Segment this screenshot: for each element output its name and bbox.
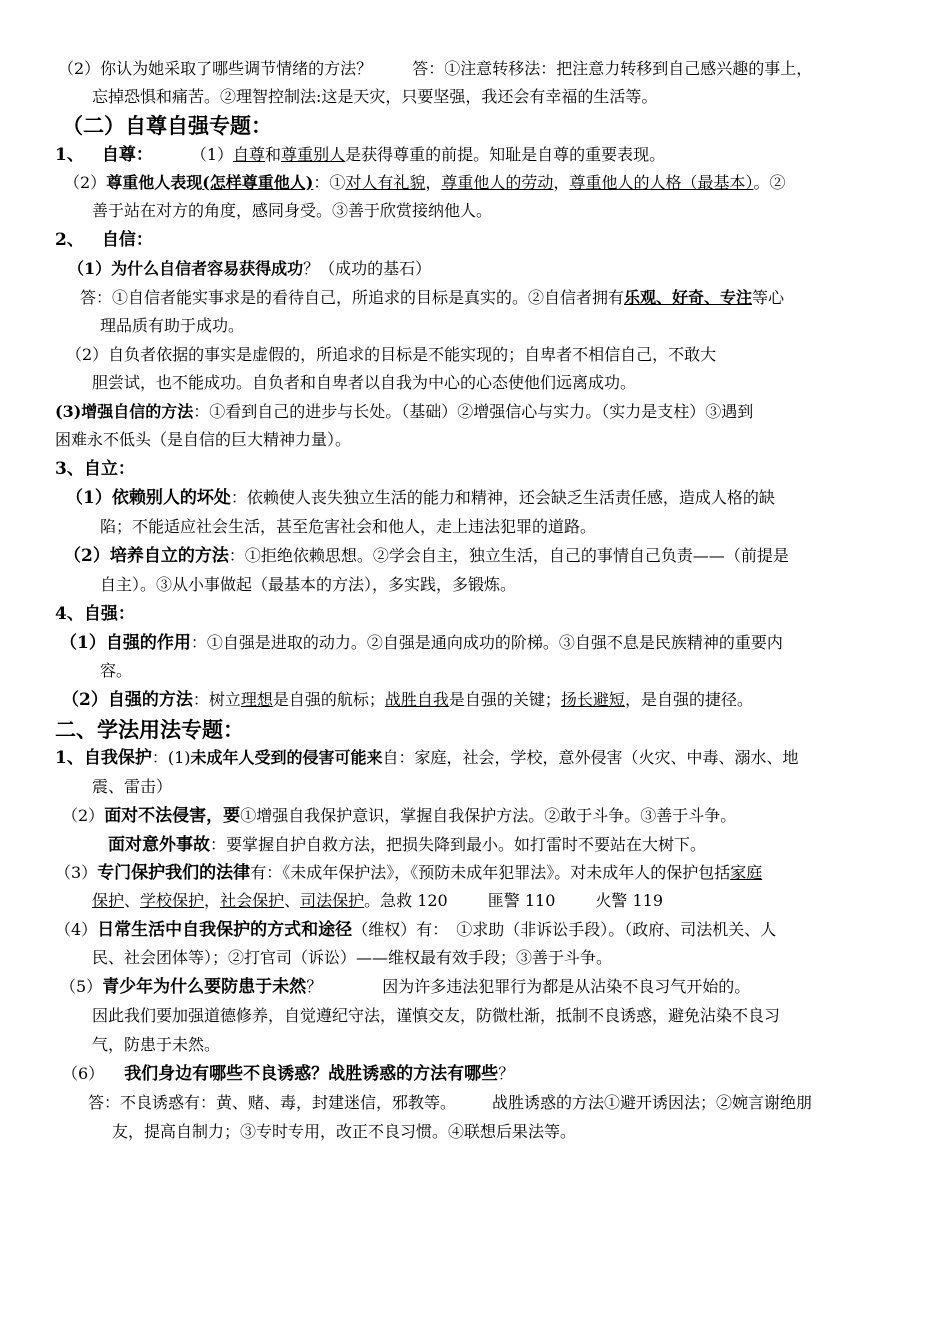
text-line: 困难永不低头（是自信的巨大精神力量）。 (55, 430, 352, 449)
text-line: （2）自负者依据的事实是虚假的，所追求的目标是不能实现的；自卑者不相信自己，不敢大 (66, 345, 717, 364)
subsection-heading: 3、自立： (55, 459, 135, 479)
text-line: 陷；不能适应社会生活，甚至危害社会和他人，走上违法犯罪的道路。 (100, 517, 597, 536)
text-line: 1、自我保护：(1)未成年人受到的侵害可能来自：家庭，社会，学校，意外侵害（火灾、中毒、溺水、地 (55, 748, 799, 768)
text-line: （2）你认为她采取了哪些调节情绪的方法？ 答：①注意转移法：把注意力转移到自己感兴趣的事上， (58, 59, 813, 78)
text-line: （1）为什么自信者容易获得成功？（成功的基石） (68, 259, 432, 278)
text-line: （1）依赖别人的坏处：依赖使人丧失独立生活的能力和精神，还会缺乏生活责任感，造成人格的缺 (66, 488, 775, 508)
text-line: 震、雷击） (92, 777, 173, 796)
text-line: 因此我们要加强道德修养，自觉遵纪守法，谨慎交友，防微杜渐，抵制不良诱惑，避免沾染不良习 (92, 1006, 781, 1025)
subsection-heading: 4、自强： (55, 604, 135, 624)
text-line: 1、 自尊： （1）自尊和尊重别人是获得尊重的前提。知耻是自尊的重要表现。 (55, 145, 666, 165)
text-line: （2）尊重他人表现(怎样尊重他人)：①对人有礼貌，尊重他人的劳动，尊重他人的人格（最基本）。② (64, 173, 786, 192)
text-line: （6） 我们身边有哪些不良诱惑？战胜诱惑的方法有哪些？ (62, 1064, 515, 1084)
text-line: 友，提高自制力；③专时专用，改正不良习惯。④联想后果法等。 (112, 1122, 577, 1141)
text-line: 保护、学校保护，社会保护、司法保护。急救 120 匪警 110 火警 119 (92, 891, 664, 910)
text-line: 答：不良诱惑有：黄、赌、毒，封建迷信，邪教等。 战胜诱惑的方法①避开诱因法；②婉言谢绝朋 (88, 1093, 813, 1112)
section-heading: 二、学法用法专题： (55, 717, 244, 742)
text-line: 气，防患于未然。 (92, 1035, 221, 1054)
text-line: （2）培养自立的方法：①拒绝依赖思想。②学会自主，独立生活，自己的事情自己负责——（前提是 (64, 546, 789, 566)
text-line: 胆尝试，也不能成功。自负者和自卑者以自我为中心的心态使他们远离成功。 (92, 373, 637, 392)
text-line: 忘掉恐惧和痛苦。②理智控制法:这是天灾，只要坚强，我还会有幸福的生活等。 (92, 87, 658, 106)
text-line: （4）日常生活中自我保护的方式和途径（维权）有： ①求助（非诉讼手段）。（政府、司法机关、人 (55, 920, 777, 940)
text-line: （2）自强的方法：树立理想是自强的航标；战胜自我是自强的关键；扬长避短，是自强的捷径。 (62, 690, 753, 710)
text-line: 民、社会团体等）；②打官司（诉讼）——维权最有效手段；③善于斗争。 (92, 948, 613, 967)
text-line: 自主）。③从小事做起（最基本的方法），多实践，多锻炼。 (100, 575, 517, 594)
text-line: (3)增强自信的方法：①看到自己的进步与长处。（基础）②增强信心与实力。（实力是支柱）③遇到 (55, 402, 754, 421)
text-line: （5）青少年为什么要防患于未然？ 因为许多违法犯罪行为都是从沾染不良习气开始的。 (60, 977, 751, 997)
text-line: 面对意外事故：要掌握自护自救方法，把损失降到最小。如打雷时不要站在大树下。 (108, 835, 707, 855)
text-line: （1）自强的作用：①自强是进取的动力。②自强是通向成功的阶梯。③自强不息是民族精神的重要内 (60, 633, 783, 653)
section-heading: （二）自尊自强专题： (62, 113, 272, 138)
text-line: 容。 (100, 661, 133, 680)
text-line: 善于站在对方的角度，感同身受。③善于欣赏接纳他人。 (92, 201, 493, 220)
text-line: （2）面对不法侵害，要①增强自我保护意识，掌握自我保护方法。②敢于斗争。③善于斗争。 (62, 806, 737, 826)
text-line: 2、 自信： (55, 230, 153, 250)
text-line: 答：①自信者能实事求是的看待自己，所追求的目标是真实的。②自信者拥有乐观、好奇、专注等心 (80, 288, 785, 307)
text-line: （3）专门保护我们的法律有：《未成年保护法》，《预防未成年犯罪法》。对未成年人的保护包括家庭 (55, 863, 763, 883)
text-line: 理品质有助于成功。 (100, 316, 245, 335)
